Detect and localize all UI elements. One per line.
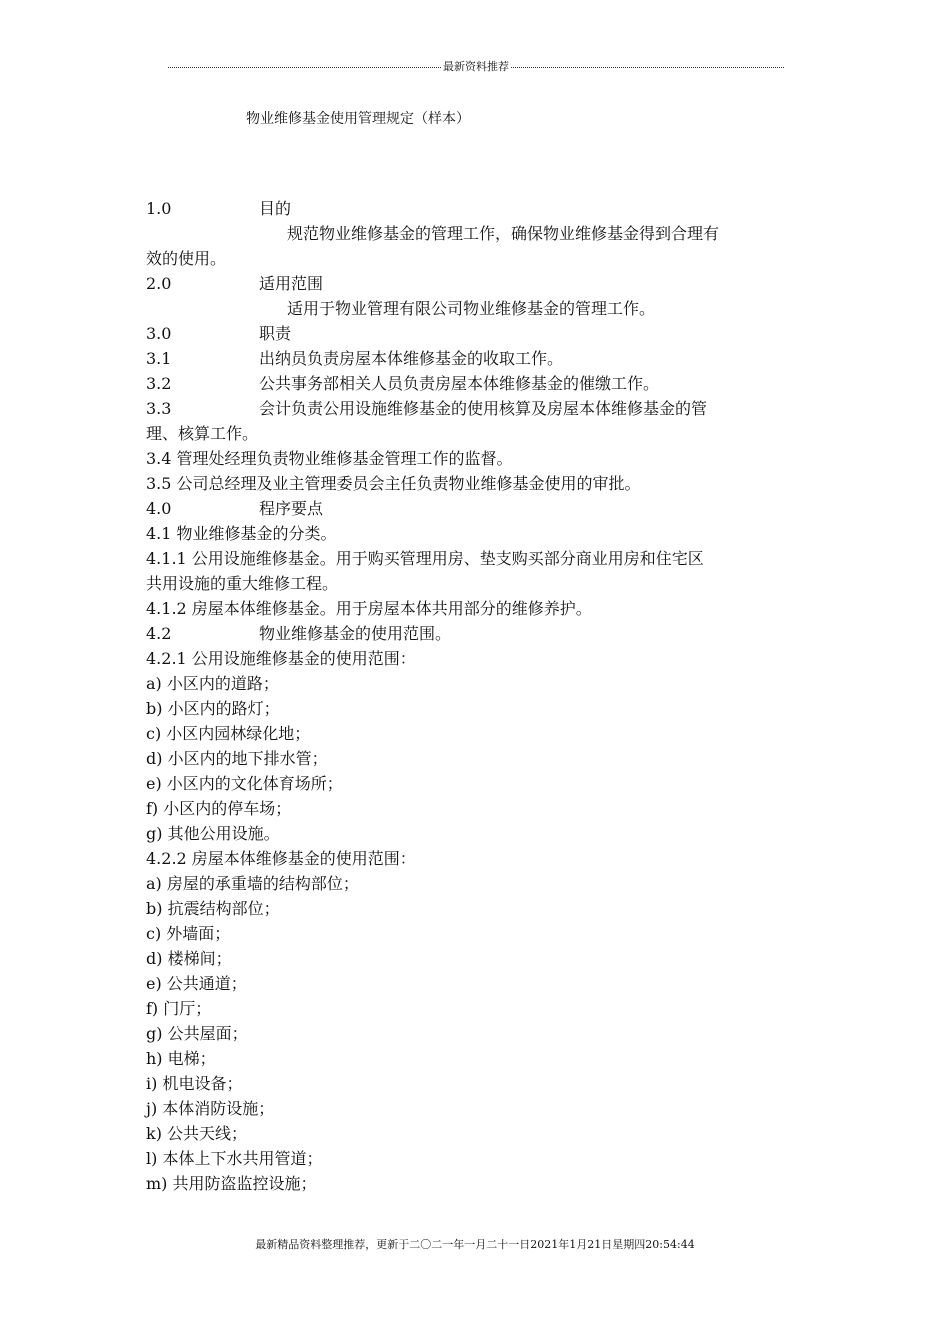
clause-line: 4.2.1 公用设施维修基金的使用范围：	[146, 649, 416, 668]
section-number: 1.0	[146, 199, 172, 218]
clause-line	[146, 621, 810, 646]
clause-line: 3.5 公司总经理及业主管理委员会主任负责物业维修基金使用的审批。	[146, 474, 641, 493]
paragraph-line: 适用于物业管理有限公司物业维修基金的管理工作。	[287, 299, 656, 318]
clause-line: 4.2.2 房屋本体维修基金的使用范围：	[146, 849, 416, 868]
list-item: g) 公共屋面；	[146, 1024, 248, 1043]
section-number: 3.1	[146, 349, 172, 368]
clause-line	[146, 346, 810, 371]
page-footer: 最新精品资料整理推荐，更新于二〇二一年一月二十一日2021年1月21日星期四20:54:44	[255, 1238, 695, 1251]
section-number: 3.2	[146, 374, 172, 393]
list-item: a) 房屋的承重墙的结构部位；	[146, 874, 359, 893]
section-text: 程序要点	[259, 499, 324, 518]
section-text: 出纳员负责房屋本体维修基金的收取工作。	[259, 349, 564, 368]
clause-line: 4.1 物业维修基金的分类。	[146, 524, 337, 543]
clause-line	[146, 371, 810, 396]
section-number: 2.0	[146, 274, 172, 293]
header-text: 最新资料推荐	[443, 60, 509, 73]
list-item: k) 公共天线；	[146, 1124, 248, 1143]
section-heading	[146, 321, 810, 346]
list-item: f) 小区内的停车场；	[146, 799, 292, 818]
section-heading	[146, 271, 810, 296]
list-item: h) 电梯；	[146, 1049, 216, 1068]
list-item: b) 抗震结构部位；	[146, 899, 280, 918]
clause-line: 3.4 管理处经理负责物业维修基金管理工作的监督。	[146, 449, 513, 468]
section-heading	[146, 496, 810, 521]
document-title: 物业维修基金使用管理规定（样本）	[246, 111, 470, 127]
list-item: c) 外墙面；	[146, 924, 231, 943]
list-item: c) 小区内园林绿化地；	[146, 724, 311, 743]
paragraph-line: 共用设施的重大维修工程。	[146, 574, 339, 593]
header-leader-right	[511, 67, 784, 68]
list-item: m) 共用防盗监控设施；	[146, 1174, 317, 1193]
list-item: i) 机电设备；	[146, 1074, 243, 1093]
header-leader-left	[168, 67, 441, 68]
list-item: f) 门厅；	[146, 999, 212, 1018]
list-item: e) 公共通道；	[146, 974, 247, 993]
list-item: e) 小区内的文化体育场所；	[146, 774, 343, 793]
section-number: 4.2	[146, 624, 172, 643]
section-number: 3.0	[146, 324, 172, 343]
list-item: d) 小区内的地下排水管；	[146, 749, 328, 768]
section-text: 适用范围	[259, 274, 324, 293]
page-header	[168, 56, 784, 76]
paragraph-line: 规范物业维修基金的管理工作，确保物业维修基金得到合理有	[287, 224, 720, 243]
paragraph-line: 效的使用。	[146, 249, 227, 268]
section-heading	[146, 196, 810, 221]
list-item: a) 小区内的道路；	[146, 674, 279, 693]
section-text: 会计负责公用设施维修基金的使用核算及房屋本体维修基金的管	[259, 399, 708, 418]
list-item: l) 本体上下水共用管道；	[146, 1149, 323, 1168]
list-item: g) 其他公用设施。	[146, 824, 280, 843]
section-text: 职责	[259, 324, 292, 343]
list-item: j) 本体消防设施；	[146, 1099, 275, 1118]
section-text: 公共事务部相关人员负责房屋本体维修基金的催缴工作。	[259, 374, 660, 393]
paragraph-line: 理、核算工作。	[146, 424, 259, 443]
clause-line: 4.1.2 房屋本体维修基金。用于房屋本体共用部分的维修养护。	[146, 599, 592, 618]
list-item: d) 楼梯间；	[146, 949, 232, 968]
section-number: 3.3	[146, 399, 172, 418]
clause-line: 4.1.1 公用设施维修基金。用于购买管理用房、垫支购买部分商业用房和住宅区	[146, 549, 704, 568]
section-text: 目的	[259, 199, 292, 218]
document-body	[146, 196, 810, 1196]
section-number: 4.0	[146, 499, 172, 518]
clause-line	[146, 396, 810, 421]
section-text: 物业维修基金的使用范围。	[259, 624, 452, 643]
list-item: b) 小区内的路灯；	[146, 699, 280, 718]
